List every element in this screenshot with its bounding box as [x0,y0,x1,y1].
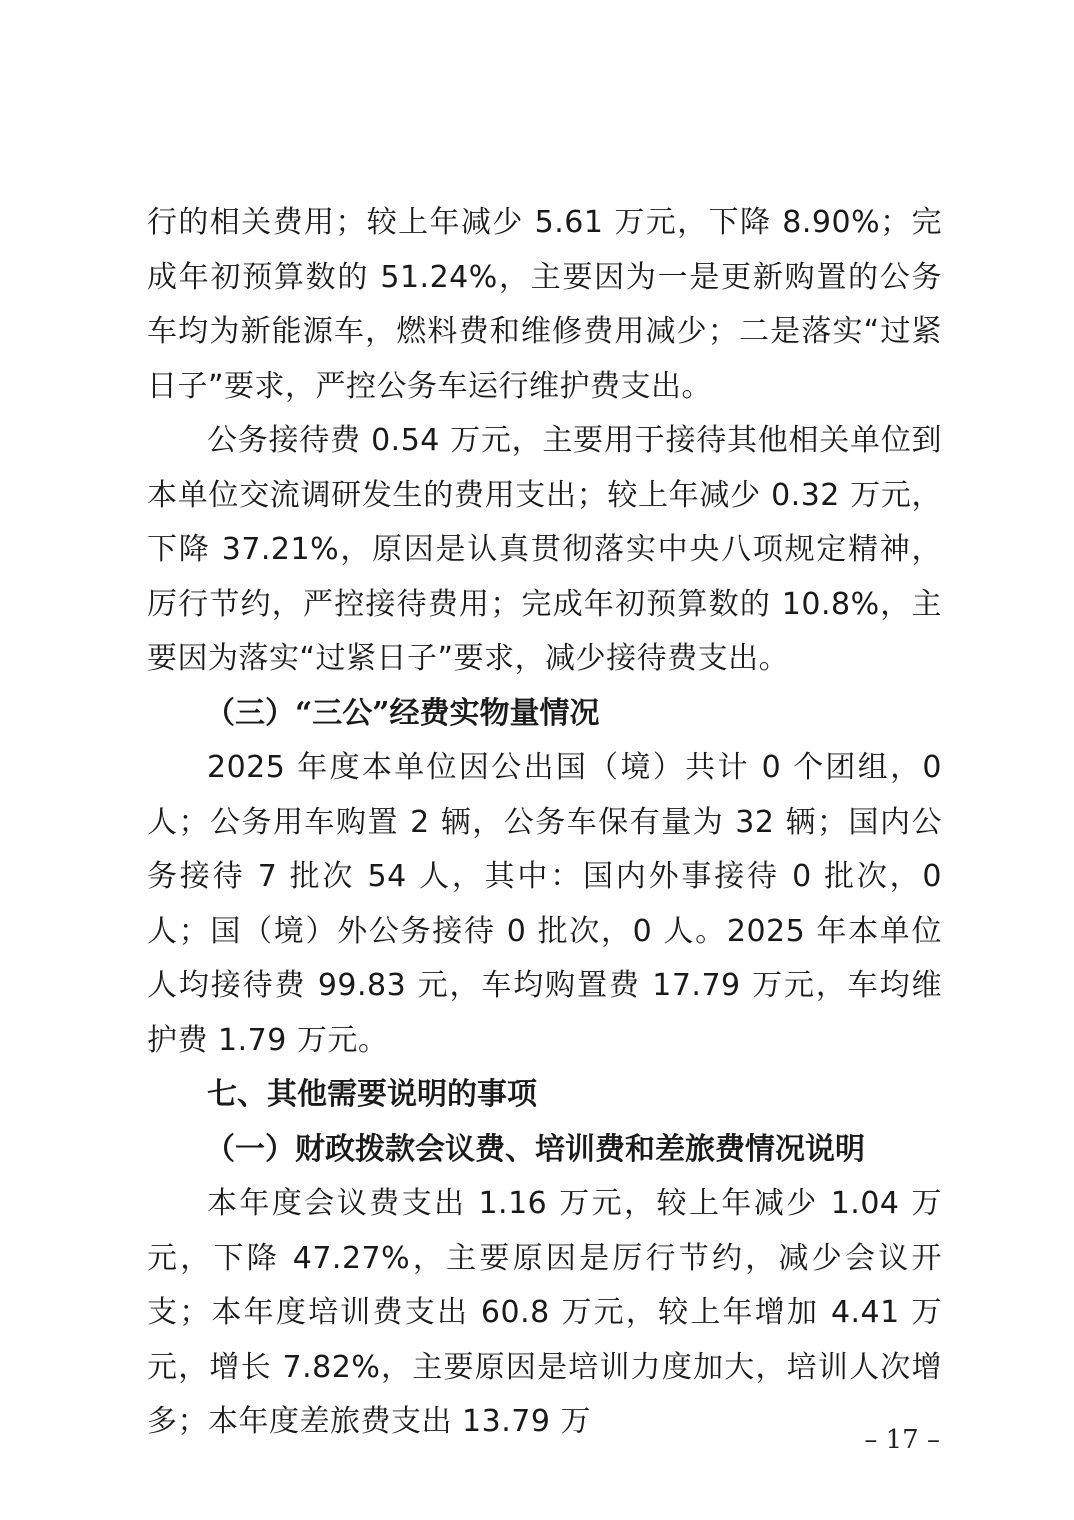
section-heading-other-matters: 七、其他需要说明的事项 [207,1077,537,1112]
document-body [147,196,942,1450]
page-number: – 17 – [864,1425,940,1455]
paragraph-meeting-training-travel: 本年度会议费支出 1.16 万元，较上年减少 1.04 万元，下降 47.27%，主要原因是厉行节约，减少会议开支；本年度培训费支出 60.8 万元，较上年增加 4.41 万元，增长 7.82%，主要原因是培训力度加大，培训人次增多；本年度差旅费支出 13.79 万 [147,1186,942,1439]
paragraph-reception-costs: 公务接待费 0.54 万元，主要用于接待其他相关单位到本单位交流调研发生的费用支出；较上年减少 0.32 万元，下降 37.21%，原因是认真贯彻落实中央八项规定精神，厉行节约，严控接待费用；完成年初预算数的 10.8%，主要因为落实“过紧日子”要求，减少接待费支出。 [147,423,942,676]
paragraph-vehicle-costs: 行的相关费用；较上年减少 5.61 万元，下降 8.90%；完成年初预算数的 51.24%，主要因为一是更新购置的公务车均为新能源车，燃料费和维修费用减少；二是落实“过紧日子”要求，严控公务车运行维护费支出。 [147,205,942,404]
section-heading-meeting-training-travel: （一）财政拨款会议费、培训费和差旅费情况说明 [205,1131,865,1167]
paragraph-physical-quantity: 2025 年度本单位因公出国（境）共计 0 个团组，0 人；公务用车购置 2 辆，公务车保有量为 32 辆；国内公务接待 7 批次 54 人，其中：国内外事接待 0 批次，0 人；国（境）外公务接待 0 批次，0 人。2025 年本单位人均接待费 99.83 元，车均购置费 17.79 万元，车均维护费 1.79 万元。 [147,750,942,1058]
section-heading-physical-quantity: （三）“三公”经费实物量情况 [205,695,600,731]
